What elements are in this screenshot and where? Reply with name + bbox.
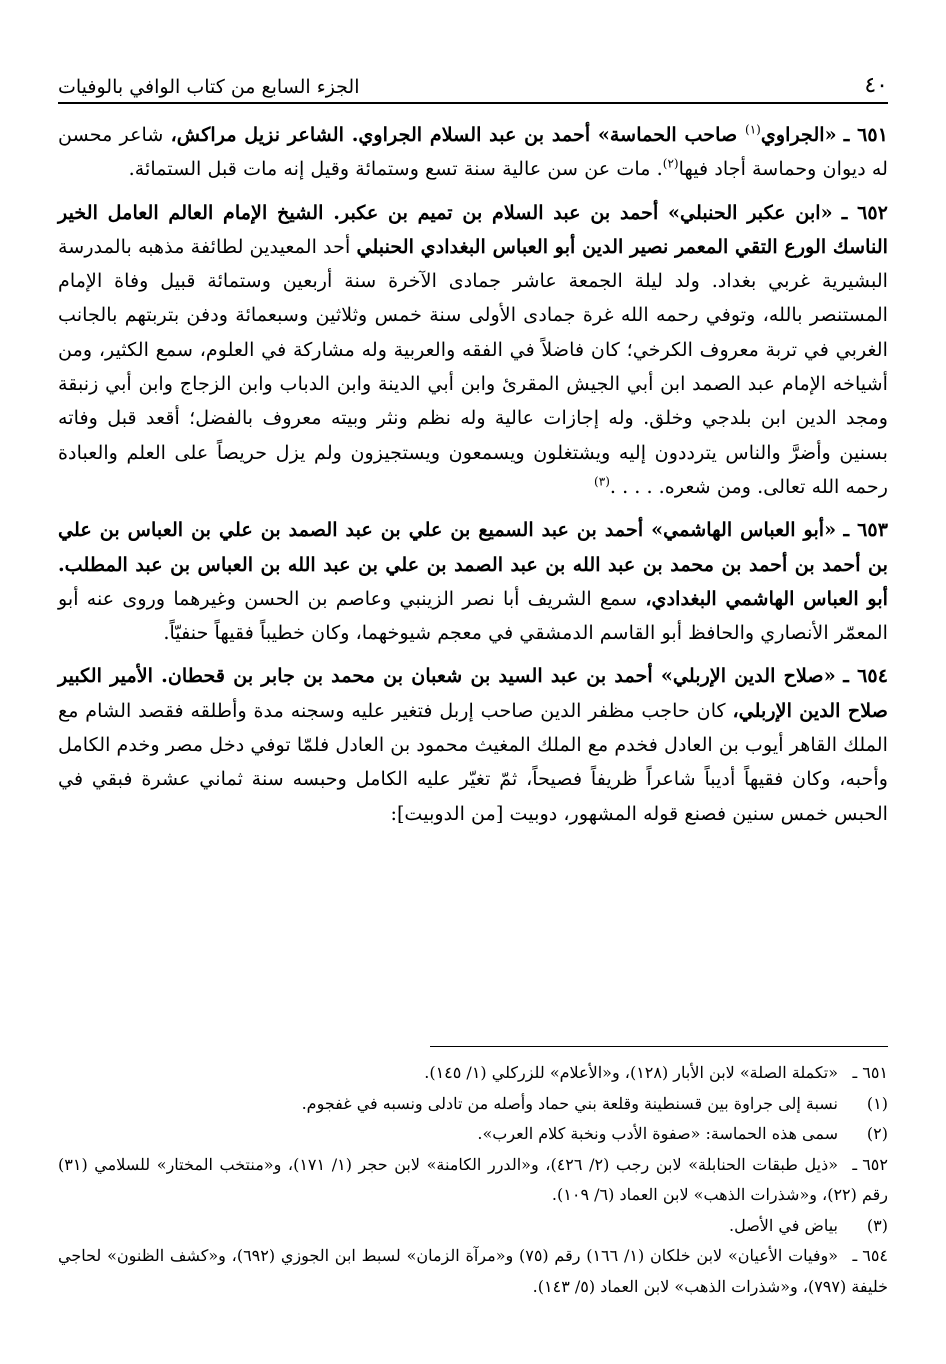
entry-name: «أبو العباس الهاشمي» bbox=[651, 518, 837, 542]
entry-text: شاعر محسن له ديوان وحماسة أجاد فيها bbox=[58, 123, 888, 181]
entry-651 bbox=[58, 118, 888, 187]
footnote-marker: (٢) bbox=[866, 1124, 888, 1143]
entry-lead: الشيخ الإمام العالم العامل الخير الناسك الورع التقي المعمر نصير الدين أبو العباس البغدادي الحنبلي bbox=[58, 200, 888, 258]
running-title: الجزء السابع من كتاب الوافي بالوفيات bbox=[58, 76, 360, 98]
entry-text: كان حاجب مظفر الدين صاحب إربل فتغير عليه وسجنه مدة وأطلقه فقصد الشام مع الملك القاهر أيوب بن العادل فخدم مع الملك المغيث محمود بن العادل فلمّا توفي دخل مصر وخدم الكامل وأحبه، وكان فقيهاً أديباً شاعراً ظريفاً فصيحاً، ثمّ تغيّر عليه الكامل وحبسه سنة ثماني عشرة فبقي في الحبس خمس سنين فصنع قوله المشهور، دوبيت [من الدوبيت]: bbox=[58, 698, 888, 825]
entry-name: «الجراوي bbox=[760, 123, 837, 146]
entry-number: ٦٥٣ ـ bbox=[843, 518, 888, 542]
entry-653 bbox=[58, 513, 888, 650]
entry-number: ٦٥٢ ـ bbox=[841, 200, 888, 224]
footnote-item bbox=[58, 1058, 888, 1089]
footnote-text: بياض في الأصل. bbox=[728, 1215, 838, 1235]
footnote-item bbox=[58, 1211, 888, 1242]
entry-full-name: أحمد بن عبد السلام الجراوي. bbox=[351, 123, 598, 146]
footnote-ref[interactable]: (٢) bbox=[662, 156, 679, 171]
entry-text: سمع الشريف أبا نصر الزينبي وعاصم بن الحسن وغيرهما وروى عنه أبو المعمّر الأنصاري والحافظ أبو القاسم الدمشقي في معجم شيوخهما، وكان خطيباً فقيهاً حنفيّاً. bbox=[58, 586, 888, 645]
entry-number: ٦٥١ ـ bbox=[843, 123, 888, 146]
entry-text-continued: . مات عن سن عالية سنة تسع وستمائة وقيل إنه مات قبل الستمائة. bbox=[128, 157, 663, 181]
footnote-item bbox=[58, 1119, 888, 1150]
footnote-text: «وفيات الأعيان» لابن خلكان (١/ ١٦٦) رقم (٧٥) و«مرآة الزمان» لسبط ابن الجوزي (٦٩٢)، و«كشف الظنون» لحاجي خليفة (٧٩٧)، و«شذرات الذهب» لابن العماد (٥/ ١٤٣). bbox=[58, 1246, 888, 1296]
entry-number: ٦٥٤ ـ bbox=[843, 664, 888, 688]
footnote-divider bbox=[430, 1046, 888, 1047]
footnote-marker: (٣) bbox=[866, 1215, 888, 1235]
entry-text: أحد المعيدين لطائفة مذهبه بالمدرسة البشيرية غربي بغداد. ولد ليلة الجمعة عاشر جمادى الآخرة سنة أربعين وستمائة قبيل وفاة الإمام المستنصر بالله، وتوفي رحمه الله غرة جمادى الأولى سنة خمس وثلاثين وسبعمائة ودفن بتربتهم بالجانب الغربي في تربة معروف الكرخي؛ كان فاضلاً في الفقه والعربية وله مشاركة في العلوم، سمع الكثير، ومن أشياخه الإمام عبد الصمد ابن أبي الجيش المقرئ وابن أبي الدينة وابن الدباب وابن الزجاج وابن أبي زنبقة ومجد الدين ابن بلدجي وخلق. وله إجازات عالية وله نظم ونثر وبيته معروف بالفضل؛ أقعد قبل وفاته بسنين وأضرَّ والناس يترددون إليه ويشتغلون ويسمعون ويستجيزون ولم يزل حريصاً على العلم والعبادة رحمه الله تعالى. ومن شعره. . . . . bbox=[58, 234, 888, 498]
footnote-marker: ٦٥٢ ـ bbox=[852, 1154, 888, 1174]
footnote-marker: ٦٥٤ ـ bbox=[852, 1246, 889, 1265]
running-header bbox=[58, 58, 888, 104]
main-text bbox=[58, 118, 888, 840]
entry-652 bbox=[58, 196, 888, 505]
entry-lead: الشاعر نزيل مراكش، bbox=[170, 123, 352, 146]
page-number: ٤٠ bbox=[864, 73, 888, 98]
footnotes bbox=[58, 1058, 888, 1302]
footnote-marker: ٦٥١ ـ bbox=[852, 1063, 888, 1082]
entry-full-name: أحمد بن عبد السلام بن تميم بن عكبر. bbox=[333, 200, 669, 224]
entry-name-title: صاحب الحماسة» bbox=[597, 123, 746, 146]
entry-name: «صلاح الدين الإربلي» bbox=[660, 664, 836, 688]
entry-full-name: أحمد بن عبد السميع بن علي بن عبد الصمد بن علي بن العباس بن علي بن أحمد بن أحمد بن محمد بن عبد الله بن عبد الصمد بن علي بن عبد الله بن العباس بن عبد المطلب. أبو العباس الهاشمي البغدادي، bbox=[58, 518, 888, 610]
footnote-ref[interactable]: (١) bbox=[745, 122, 761, 137]
footnote-item bbox=[58, 1241, 888, 1302]
footnote-text: «تكملة الصلة» لابن الأبار (١٢٨)، و«الأعلام» للزركلي (١/ ١٤٥). bbox=[424, 1063, 838, 1082]
entry-name: «ابن عكبر الحنبلي» bbox=[668, 200, 833, 224]
footnote-item bbox=[58, 1089, 888, 1120]
footnote-marker: (١) bbox=[866, 1093, 888, 1113]
footnote-text: سمى هذه الحماسة: «صفوة الأدب ونخبة كلام العرب». bbox=[477, 1124, 838, 1143]
footnote-text: «ذيل طبقات الحنابلة» لابن رجب (٢/ ٤٢٦)، و«الدرر الكامنة» لابن حجر (١/ ١٧١)، و«منتخب المختار» للسلامي (٣١) رقم (٢٢)، و«شذرات الذهب» لابن العماد (٦/ ١٠٩). bbox=[58, 1154, 888, 1204]
entry-full-name: أحمد بن عبد السيد بن شعبان بن محمد بن جابر بن قحطان. الأمير الكبير صلاح الدين الإربلي، bbox=[58, 664, 888, 722]
entry-654 bbox=[58, 659, 888, 830]
footnote-item bbox=[58, 1150, 888, 1211]
footnote-text: نسبة إلى جراوة بين قسنطينة وقلعة بني حماد وأصله من تادلى ونسبه في غفجوم. bbox=[301, 1093, 838, 1113]
footnote-ref[interactable]: (٣) bbox=[594, 474, 610, 489]
